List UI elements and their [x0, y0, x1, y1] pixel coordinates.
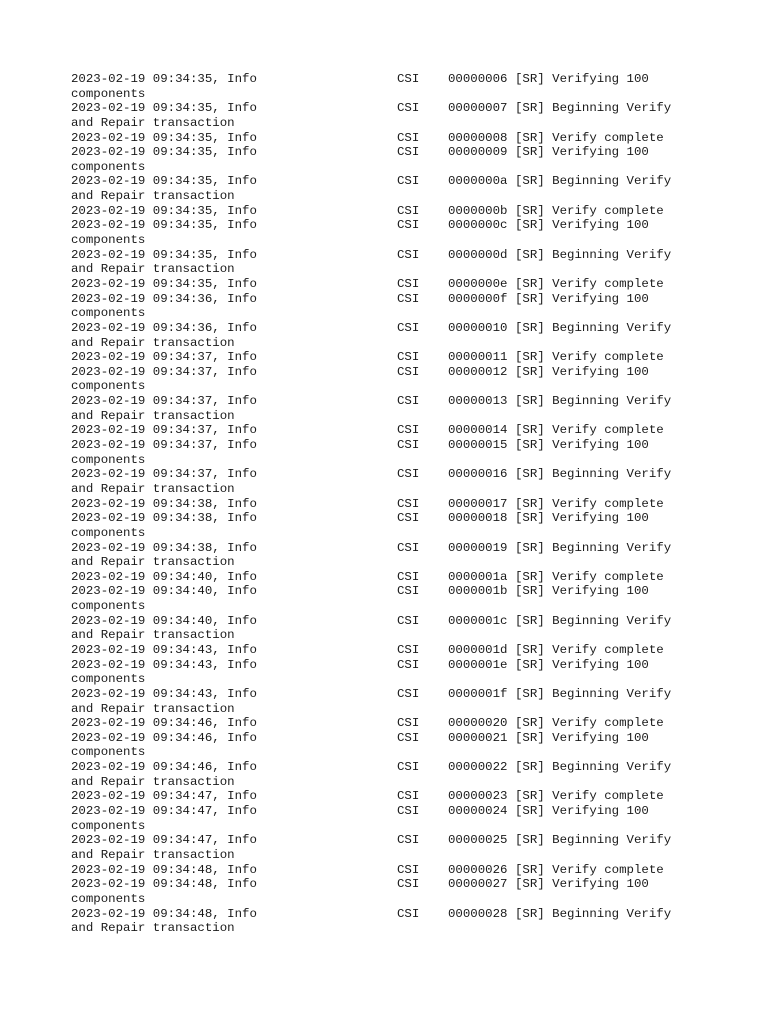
log-message: [SR] Verify complete [515, 203, 664, 218]
log-entry [71, 584, 711, 613]
log-id: 00000008 [448, 130, 508, 145]
log-entry-line [71, 643, 711, 658]
log-message: [SR] Verifying 100 [515, 72, 649, 86]
log-source: CSI [397, 657, 420, 672]
log-message: [SR] Verify complete [515, 350, 664, 365]
log-id: 0000000d [448, 247, 508, 262]
log-source: CSI [397, 101, 420, 116]
log-id: 0000000f [448, 291, 508, 306]
log-source: CSI [397, 569, 420, 584]
log-continuation: and Repair transaction [71, 481, 235, 496]
log-entry [71, 614, 711, 643]
log-entry [71, 789, 711, 804]
log-entry-line [71, 292, 711, 307]
log-id: 00000028 [448, 906, 508, 921]
log-message: [SR] Verifying 100 [515, 511, 649, 526]
log-entry-line [71, 218, 711, 233]
log-message: [SR] Verifying 100 [515, 877, 649, 892]
log-message: [SR] Beginning Verify [515, 174, 672, 189]
log-entry [71, 541, 711, 570]
log-entry [71, 907, 711, 936]
log-entry [71, 570, 711, 585]
log-source: CSI [397, 276, 420, 291]
log-timestamp: 2023-02-19 09:34:43, Info [71, 686, 257, 701]
log-source: CSI [397, 760, 420, 775]
log-source: CSI [397, 247, 420, 262]
log-entry-line [71, 863, 711, 878]
log-message: [SR] Verify complete [515, 716, 664, 731]
log-timestamp: 2023-02-19 09:34:40, Info [71, 569, 257, 584]
log-source: CSI [397, 686, 420, 701]
log-id: 00000023 [448, 789, 508, 804]
log-continuation: and Repair transaction [71, 335, 235, 350]
log-entry [71, 72, 711, 101]
log-entry-line [71, 877, 711, 892]
log-source: CSI [397, 496, 420, 511]
log-entry-line [71, 101, 711, 116]
log-entry-line [71, 658, 711, 673]
log-entry-line [71, 350, 711, 365]
log-entry-line [71, 907, 711, 922]
log-entry [71, 292, 711, 321]
log-message: [SR] Verifying 100 [515, 730, 649, 745]
log-entry-line [71, 248, 711, 263]
log-entry-line [71, 541, 711, 556]
log-message: [SR] Verifying 100 [515, 657, 649, 672]
log-message: [SR] Verifying 100 [515, 804, 649, 819]
log-id: 00000006 [448, 72, 508, 86]
log-message: [SR] Beginning Verify [515, 467, 672, 482]
log-continuation: components [71, 306, 146, 321]
log-source: CSI [397, 584, 420, 599]
log-timestamp: 2023-02-19 09:34:47, Info [71, 833, 257, 848]
log-message: [SR] Verifying 100 [515, 364, 649, 379]
log-message: [SR] Verify complete [515, 496, 664, 511]
log-entry [71, 658, 711, 687]
log-entry [71, 365, 711, 394]
log-source: CSI [397, 364, 420, 379]
log-entry-line [71, 365, 711, 380]
log-message: [SR] Beginning Verify [515, 394, 672, 409]
log-source: CSI [397, 174, 420, 189]
log-id: 00000022 [448, 760, 508, 775]
log-entry-line [71, 687, 711, 702]
log-continuation: and Repair transaction [71, 701, 235, 716]
log-entry [71, 174, 711, 203]
log-id: 00000015 [448, 438, 508, 453]
log-entry-line [71, 438, 711, 453]
log-timestamp: 2023-02-19 09:34:46, Info [71, 730, 257, 745]
log-continuation: and Repair transaction [71, 262, 235, 277]
log-source: CSI [397, 423, 420, 438]
log-id: 00000009 [448, 145, 508, 160]
log-source: CSI [397, 906, 420, 921]
log-entry [71, 438, 711, 467]
log-entry [71, 131, 711, 146]
log-id: 0000001a [448, 569, 508, 584]
log-id: 00000024 [448, 804, 508, 819]
log-id: 0000001c [448, 613, 508, 628]
log-id: 0000001e [448, 657, 508, 672]
log-message: [SR] Verifying 100 [515, 438, 649, 453]
log-id: 0000001b [448, 584, 508, 599]
log-message: [SR] Beginning Verify [515, 686, 672, 701]
log-timestamp: 2023-02-19 09:34:35, Info [71, 247, 257, 262]
log-continuation: components [71, 745, 146, 760]
log-id: 0000001f [448, 686, 508, 701]
log-message: [SR] Verifying 100 [515, 218, 649, 233]
log-entry [71, 687, 711, 716]
log-continuation: and Repair transaction [71, 774, 235, 789]
log-timestamp: 2023-02-19 09:34:35, Info [71, 276, 257, 291]
log-message: [SR] Verify complete [515, 130, 664, 145]
log-continuation: and Repair transaction [71, 847, 235, 862]
log-source: CSI [397, 438, 420, 453]
log-continuation: components [71, 233, 146, 248]
log-continuation: components [71, 891, 146, 906]
log-entry-line [71, 731, 711, 746]
log-message: [SR] Verify complete [515, 423, 664, 438]
log-message: [SR] Beginning Verify [515, 101, 672, 116]
log-id: 00000017 [448, 496, 508, 511]
log-entry [71, 731, 711, 760]
log-entry-line [71, 321, 711, 336]
log-entry [71, 101, 711, 130]
log-entry-line [71, 131, 711, 146]
log-timestamp: 2023-02-19 09:34:47, Info [71, 789, 257, 804]
log-timestamp: 2023-02-19 09:34:35, Info [71, 145, 257, 160]
log-id: 0000000b [448, 203, 508, 218]
log-entry-line [71, 614, 711, 629]
log-entry [71, 248, 711, 277]
log-timestamp: 2023-02-19 09:34:48, Info [71, 862, 257, 877]
log-id: 00000021 [448, 730, 508, 745]
log-continuation: components [71, 379, 146, 394]
log-continuation: components [71, 599, 146, 614]
log-message: [SR] Beginning Verify [515, 247, 672, 262]
log-id: 00000025 [448, 833, 508, 848]
log-source: CSI [397, 804, 420, 819]
log-continuation: components [71, 159, 146, 174]
log-timestamp: 2023-02-19 09:34:36, Info [71, 291, 257, 306]
log-id: 00000012 [448, 364, 508, 379]
log-entry [71, 760, 711, 789]
log-id: 00000020 [448, 716, 508, 731]
log-entry [71, 863, 711, 878]
log-message: [SR] Verify complete [515, 642, 664, 657]
log-source: CSI [397, 203, 420, 218]
log-entry [71, 643, 711, 658]
log-message: [SR] Beginning Verify [515, 613, 672, 628]
log-id: 00000013 [448, 394, 508, 409]
log-continuation: and Repair transaction [71, 408, 235, 423]
log-source: CSI [397, 320, 420, 335]
log-message: [SR] Beginning Verify [515, 833, 672, 848]
log-timestamp: 2023-02-19 09:34:37, Info [71, 467, 257, 482]
log-entry-line [71, 511, 711, 526]
log-entry-line [71, 716, 711, 731]
log-message: [SR] Verify complete [515, 789, 664, 804]
log-timestamp: 2023-02-19 09:34:48, Info [71, 877, 257, 892]
log-continuation: components [71, 818, 146, 833]
log-source: CSI [397, 716, 420, 731]
log-continuation: components [71, 525, 146, 540]
log-entry-line [71, 145, 711, 160]
log-entry-line [71, 833, 711, 848]
log-id: 0000000a [448, 174, 508, 189]
log-id: 0000000c [448, 218, 508, 233]
log-timestamp: 2023-02-19 09:34:37, Info [71, 364, 257, 379]
log-source: CSI [397, 730, 420, 745]
log-continuation: and Repair transaction [71, 555, 235, 570]
log-continuation: and Repair transaction [71, 921, 235, 936]
log-id: 00000007 [448, 101, 508, 116]
log-entry-line [71, 570, 711, 585]
log-source: CSI [397, 467, 420, 482]
log-source: CSI [397, 218, 420, 233]
log-message: [SR] Beginning Verify [515, 540, 672, 555]
log-source: CSI [397, 291, 420, 306]
log-id: 00000019 [448, 540, 508, 555]
log-entry-line [71, 804, 711, 819]
log-id: 00000014 [448, 423, 508, 438]
log-entry [71, 145, 711, 174]
log-timestamp: 2023-02-19 09:34:36, Info [71, 320, 257, 335]
log-entry-line [71, 204, 711, 219]
log-continuation: components [71, 86, 146, 101]
log-continuation: components [71, 672, 146, 687]
log-source: CSI [397, 350, 420, 365]
log-entry-line [71, 497, 711, 512]
log-timestamp: 2023-02-19 09:34:35, Info [71, 174, 257, 189]
log-timestamp: 2023-02-19 09:34:35, Info [71, 72, 257, 86]
log-id: 00000016 [448, 467, 508, 482]
log-id: 0000001d [448, 642, 508, 657]
log-timestamp: 2023-02-19 09:34:37, Info [71, 423, 257, 438]
log-source: CSI [397, 613, 420, 628]
log-id: 0000000e [448, 276, 508, 291]
log-message: [SR] Verifying 100 [515, 291, 649, 306]
log-timestamp: 2023-02-19 09:34:37, Info [71, 438, 257, 453]
log-source: CSI [397, 642, 420, 657]
log-entry-line [71, 789, 711, 804]
log-timestamp: 2023-02-19 09:34:40, Info [71, 613, 257, 628]
log-entry-line [71, 394, 711, 409]
log-timestamp: 2023-02-19 09:34:35, Info [71, 203, 257, 218]
log-source: CSI [397, 877, 420, 892]
log-continuation: and Repair transaction [71, 628, 235, 643]
log-continuation: and Repair transaction [71, 189, 235, 204]
log-source: CSI [397, 540, 420, 555]
log-message: [SR] Beginning Verify [515, 906, 672, 921]
log-source: CSI [397, 833, 420, 848]
log-timestamp: 2023-02-19 09:34:37, Info [71, 394, 257, 409]
log-message: [SR] Verify complete [515, 276, 664, 291]
log-timestamp: 2023-02-19 09:34:38, Info [71, 496, 257, 511]
log-entry [71, 467, 711, 496]
log-timestamp: 2023-02-19 09:34:35, Info [71, 101, 257, 116]
log-source: CSI [397, 789, 420, 804]
log-entry [71, 833, 711, 862]
log-timestamp: 2023-02-19 09:34:43, Info [71, 642, 257, 657]
log-id: 00000010 [448, 320, 508, 335]
log-source: CSI [397, 145, 420, 160]
log-timestamp: 2023-02-19 09:34:40, Info [71, 584, 257, 599]
log-entry [71, 497, 711, 512]
log-entry-line [71, 174, 711, 189]
log-entry-line [71, 277, 711, 292]
log-continuation: components [71, 452, 146, 467]
log-entry [71, 716, 711, 731]
log-entry [71, 218, 711, 247]
log-id: 00000026 [448, 862, 508, 877]
log-entry [71, 277, 711, 292]
log-timestamp: 2023-02-19 09:34:47, Info [71, 804, 257, 819]
log-timestamp: 2023-02-19 09:34:48, Info [71, 906, 257, 921]
log-id: 00000027 [448, 877, 508, 892]
log-message: [SR] Verify complete [515, 862, 664, 877]
log-message: [SR] Verify complete [515, 569, 664, 584]
log-entry [71, 423, 711, 438]
log-entry [71, 394, 711, 423]
log-entry-line [71, 423, 711, 438]
log-message: [SR] Beginning Verify [515, 760, 672, 775]
log-entry [71, 877, 711, 906]
log-entry-line [71, 467, 711, 482]
log-source: CSI [397, 72, 420, 86]
log-id: 00000018 [448, 511, 508, 526]
log-timestamp: 2023-02-19 09:34:43, Info [71, 657, 257, 672]
log-timestamp: 2023-02-19 09:34:37, Info [71, 350, 257, 365]
log-entry [71, 804, 711, 833]
log-entry [71, 350, 711, 365]
log-entry [71, 204, 711, 219]
log-continuation: and Repair transaction [71, 115, 235, 130]
log-entry [71, 511, 711, 540]
log-message: [SR] Beginning Verify [515, 320, 672, 335]
log-source: CSI [397, 511, 420, 526]
log-source: CSI [397, 130, 420, 145]
log-entry-line [71, 760, 711, 775]
log-message: [SR] Verifying 100 [515, 145, 649, 160]
log-source: CSI [397, 394, 420, 409]
log-timestamp: 2023-02-19 09:34:35, Info [71, 130, 257, 145]
log-timestamp: 2023-02-19 09:34:38, Info [71, 540, 257, 555]
log-entry [71, 321, 711, 350]
log-message: [SR] Verifying 100 [515, 584, 649, 599]
log-timestamp: 2023-02-19 09:34:38, Info [71, 511, 257, 526]
log-entry-line [71, 72, 711, 87]
log-document [71, 72, 711, 936]
log-entry-line [71, 584, 711, 599]
log-timestamp: 2023-02-19 09:34:46, Info [71, 760, 257, 775]
log-timestamp: 2023-02-19 09:34:35, Info [71, 218, 257, 233]
log-source: CSI [397, 862, 420, 877]
log-id: 00000011 [448, 350, 508, 365]
log-timestamp: 2023-02-19 09:34:46, Info [71, 716, 257, 731]
